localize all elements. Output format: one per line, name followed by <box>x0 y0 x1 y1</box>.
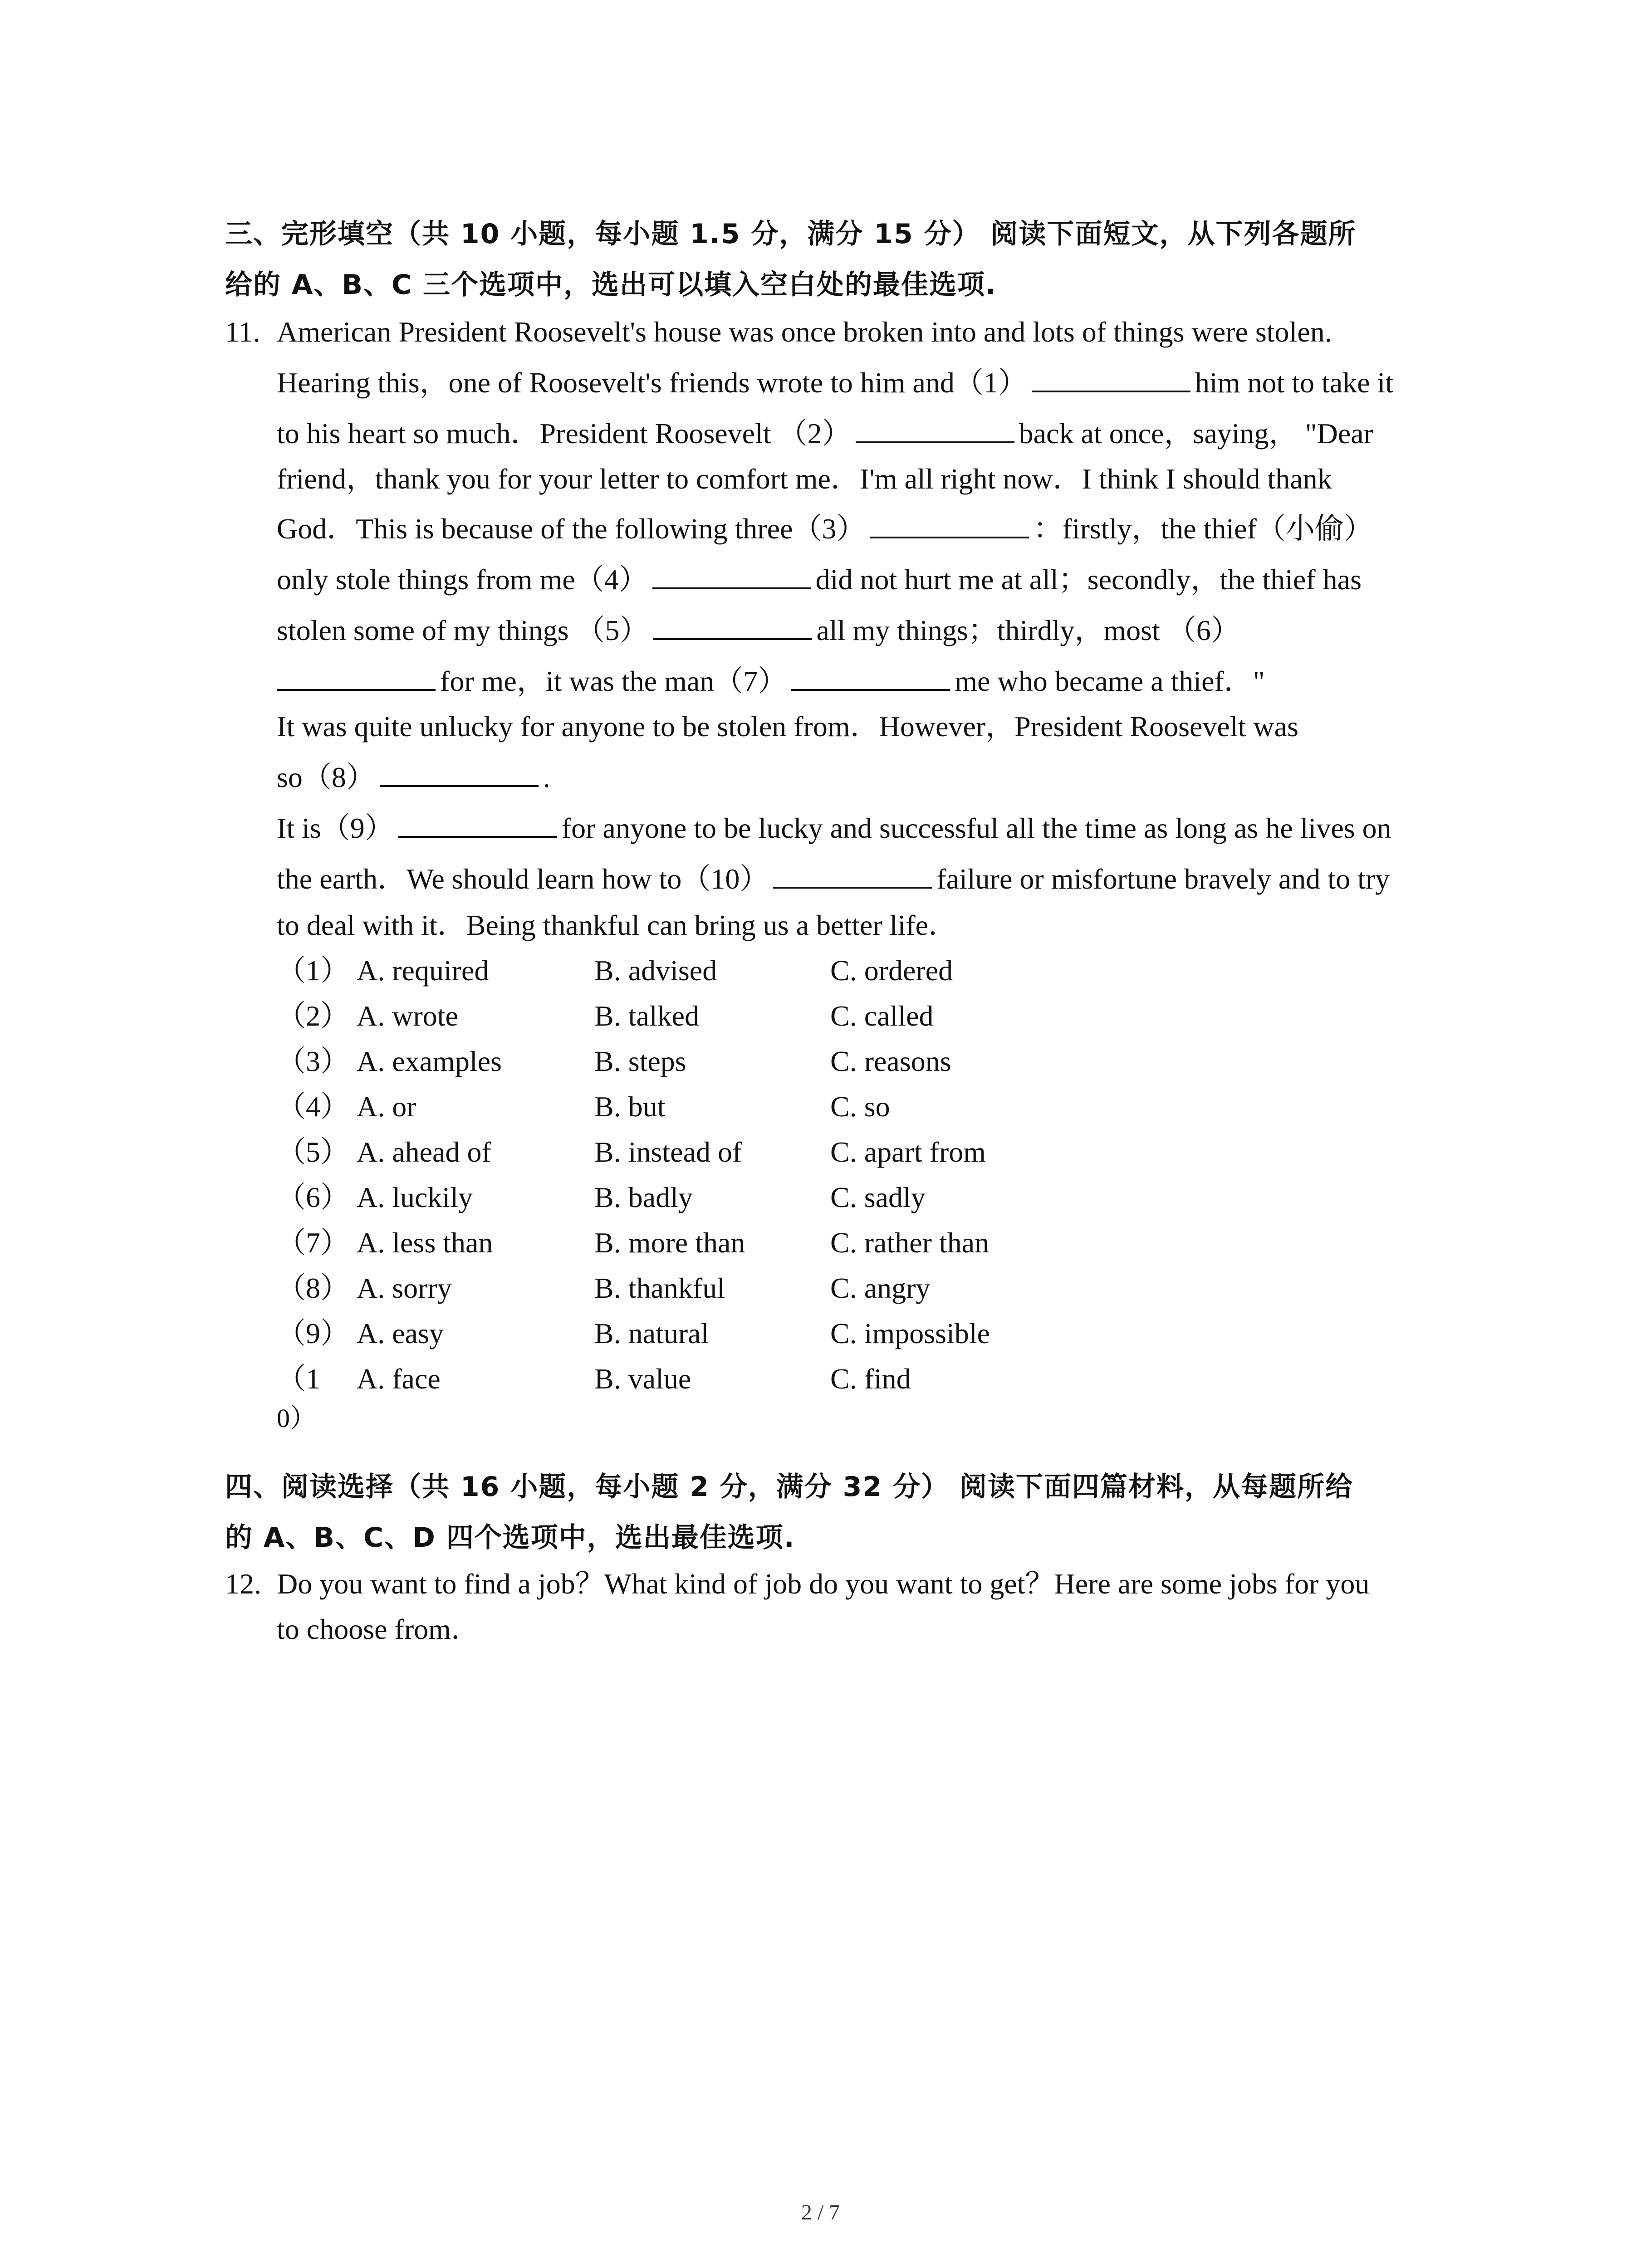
passage-text: did not hurt me at all；secondly，the thief has <box>815 563 1362 596</box>
option-number-continuation: 0） <box>277 1403 317 1433</box>
option-a[interactable]: A. ahead of <box>357 1136 491 1168</box>
option-row <box>277 1039 1184 1084</box>
passage-line-6 <box>277 554 1362 605</box>
passage-text: God．This is because of the following three（3） <box>277 513 866 545</box>
passage-text: . <box>543 761 550 793</box>
passage-text: It was quite unlucky for anyone to be stolen from．However，President Roosevelt was <box>277 710 1298 743</box>
option-number: （2） <box>277 1000 349 1032</box>
blank-7[interactable] <box>791 660 950 691</box>
passage-line-9 <box>277 701 1298 752</box>
blank-6[interactable] <box>277 660 436 691</box>
option-b[interactable]: B. but <box>594 1090 666 1123</box>
option-row <box>277 948 1184 993</box>
option-number: （6） <box>277 1181 349 1213</box>
option-b[interactable]: B. value <box>594 1363 691 1395</box>
option-b[interactable]: B. advised <box>594 954 717 987</box>
option-c[interactable]: C. rather than <box>830 1227 989 1259</box>
option-b[interactable]: B. steps <box>594 1045 686 1077</box>
option-row <box>277 1129 1184 1175</box>
option-a[interactable]: A. examples <box>357 1045 502 1077</box>
question-12-line-1: Do you want to find a job？What kind of job do you want to get？Here are some jobs for you <box>277 1568 1370 1600</box>
option-c[interactable]: C. sadly <box>830 1181 926 1213</box>
option-b[interactable]: B. thankful <box>594 1272 725 1304</box>
option-a[interactable]: A. or <box>357 1090 416 1123</box>
passage-line-1 <box>277 307 1332 357</box>
passage-line-12 <box>277 854 1390 904</box>
option-a[interactable]: A. face <box>357 1363 441 1395</box>
option-number: （1） <box>277 954 349 987</box>
section-3-header-line-2: 给的 A、B、C 三个选项中，选出可以填入空白处的最佳选项. <box>225 269 997 301</box>
option-a[interactable]: A. less than <box>357 1227 493 1259</box>
passage-line-3 <box>277 408 1373 459</box>
blank-3[interactable] <box>870 508 1029 538</box>
passage-text: him not to take it <box>1195 367 1394 399</box>
blank-10[interactable] <box>773 858 932 889</box>
option-number: （4） <box>277 1090 349 1123</box>
blank-5[interactable] <box>653 609 812 640</box>
option-a[interactable]: A. required <box>357 954 489 987</box>
passage-text: for me，it was the man（7） <box>440 665 787 697</box>
passage-line-8 <box>277 656 1265 707</box>
option-b[interactable]: B. badly <box>594 1181 693 1213</box>
section-4-header-line-2: 的 A、B、C、D 四个选项中，选出最佳选项. <box>225 1522 795 1554</box>
option-a[interactable]: A. wrote <box>357 1000 458 1032</box>
passage-text: for anyone to be lucky and successful all the time as long as he lives on <box>561 812 1391 844</box>
passage-text: It is（9） <box>277 812 394 844</box>
option-c[interactable]: C. reasons <box>830 1045 951 1077</box>
option-a[interactable]: A. luckily <box>357 1181 473 1213</box>
blank-2[interactable] <box>856 412 1014 443</box>
passage-line-11 <box>277 803 1391 854</box>
question-12-number: 12. <box>225 1568 261 1600</box>
passage-text: friend，thank you for your letter to comfort me．I'm all right now．I think I should thank <box>277 463 1332 495</box>
passage-line-2 <box>277 357 1393 408</box>
option-row <box>277 1266 1184 1311</box>
passage-line-7 <box>277 605 1240 656</box>
option-c[interactable]: C. so <box>830 1090 890 1123</box>
option-a[interactable]: A. sorry <box>357 1272 452 1304</box>
passage-text: Hearing this，one of Roosevelt's friends wrote to him and（1） <box>277 367 1027 399</box>
option-b[interactable]: B. natural <box>594 1317 709 1349</box>
section-4-header-line-1: 四、阅读选择（共 16 小题，每小题 2 分，满分 32 分） 阅读下面四篇材料，从每题所给 <box>225 1471 1353 1503</box>
passage-line-4 <box>277 454 1332 504</box>
option-row <box>277 993 1184 1039</box>
section-3-header-line-1: 三、完形填空（共 10 小题，每小题 1.5 分，满分 15 分） 阅读下面短文，从下列各题所 <box>225 218 1357 250</box>
passage-line-10 <box>277 752 550 803</box>
page-number: 2 / 7 <box>801 2200 840 2224</box>
passage-text: only stole things from me（4） <box>277 563 648 596</box>
passage-text: back at once，saying， "Dear <box>1019 417 1373 450</box>
passage-text: failure or misfortune bravely and to try <box>936 863 1390 895</box>
passage-text: American President Roosevelt's house was once broken into and lots of things were stolen. <box>277 316 1332 348</box>
option-number: （5） <box>277 1136 349 1168</box>
option-number: （9） <box>277 1317 349 1349</box>
blank-9[interactable] <box>398 807 557 838</box>
option-row <box>277 1175 1184 1220</box>
option-number: （8） <box>277 1272 349 1304</box>
option-c[interactable]: C. called <box>830 1000 934 1032</box>
option-row <box>277 1311 1184 1356</box>
blank-4[interactable] <box>652 558 811 589</box>
passage-text: me who became a thief．" <box>955 665 1265 697</box>
option-c[interactable]: C. angry <box>830 1272 931 1304</box>
option-c[interactable]: C. ordered <box>830 954 953 987</box>
passage-line-5 <box>277 503 1373 554</box>
question-12-line-2: to choose from． <box>277 1613 480 1645</box>
option-c[interactable]: C. apart from <box>830 1136 986 1168</box>
option-c[interactable]: C. find <box>830 1363 911 1395</box>
option-row <box>277 1084 1184 1129</box>
question-11-number: 11. <box>225 316 260 348</box>
passage-text: stolen some of my things （5） <box>277 614 649 646</box>
option-row <box>277 1220 1184 1266</box>
blank-8[interactable] <box>380 756 539 787</box>
passage-text: to his heart so much．President Roosevelt （2） <box>277 417 851 450</box>
passage-text: to deal with it．Being thankful can bring us a better life． <box>277 909 958 941</box>
option-a[interactable]: A. easy <box>357 1317 444 1349</box>
blank-1[interactable] <box>1032 362 1190 392</box>
passage-text: so（8） <box>277 761 375 793</box>
option-row <box>277 1356 1184 1402</box>
passage-line-13 <box>277 900 957 951</box>
passage-text: ：firstly，the thief（小偷） <box>1033 513 1373 545</box>
passage-text: all my things；thirdly，most （6） <box>816 614 1240 646</box>
option-number: （7） <box>277 1227 349 1259</box>
option-b[interactable]: B. instead of <box>594 1136 742 1168</box>
option-b[interactable]: B. more than <box>594 1227 745 1259</box>
passage-text: the earth．We should learn how to（10） <box>277 863 769 895</box>
option-c[interactable]: C. impossible <box>830 1317 990 1349</box>
option-b[interactable]: B. talked <box>594 1000 700 1032</box>
option-number: （1 <box>277 1363 320 1395</box>
option-number: （3） <box>277 1045 349 1077</box>
